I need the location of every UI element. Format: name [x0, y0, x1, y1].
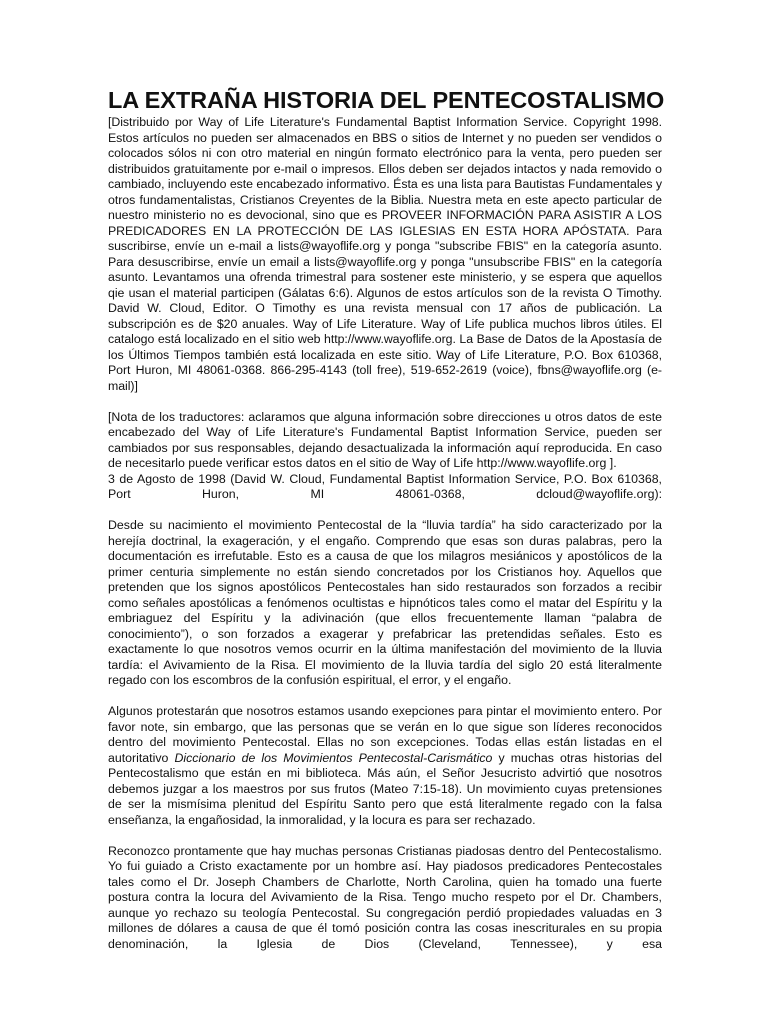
paragraph-spacer: [108, 503, 662, 519]
paragraph-spacer: [108, 689, 662, 705]
paragraph-spacer: [108, 394, 662, 410]
dictionary-title: Diccionario de los Movimientos Pentecostal-Carismático: [174, 750, 493, 765]
body-paragraph-2-text-b: y muchas otras historias del Pentecostalismo que están en mi biblioteca. Más aún, el Señor Jesucristo advirtió que nosotros debemos juzgar a los maestros por sus frutos (Mateo 7:15-18). Un movimiento cuyas pretensiones de ser la mismísima plenitud del Espíritu Santo pero que está literalmente regado con la falsa enseñanza, la engañosidad, la inmoralidad, y la locura es para ser rechazado.: [108, 750, 663, 827]
paragraph-spacer: [108, 828, 662, 844]
body-paragraph-2-text-a: Algunos protestarán que nosotros estamos usando exepciones para pintar el movimiento entero. Por favor note, sin embargo, que las personas que se verán en lo que sigue son líderes reconocidos dentro del movimiento Pentecostal. Ellas no son excepciones. Todas ellas están listadas en el autoritativo: [108, 704, 662, 765]
date-line: 3 de Agosto de 1998 (David W. Cloud, Fundamental Baptist Information Service, P.O. Box 610368, Port Huron, MI 48061-0368, dcloud@wayoflife.org):: [108, 471, 662, 501]
translator-note-paragraph: [Nota de los traductores: aclaramos que alguna información sobre direcciones u otros datos de este encabezado del Way of Life Literature's Fundamental Baptist Information Service, pueden ser cambiados por sus responsables, dejando desactualizada la información aquí reproducida. En caso de necesitarlo puede verificar estos datos en el sitio de Way of Life http://www.wayoflife.org ].: [108, 409, 662, 470]
body-paragraph-3: Reconozco prontamente que hay muchas personas Cristianas piadosas dentro del Pentecostalismo. Yo fui guiado a Cristo exactamente por un hombre así. Hay piadosos predicadores Pentecostales tales como el Dr. Joseph Chambers de Charlotte, North Carolina, quien ha tomado una fuerte postura contra la locura del Avivamiento de la Risa. Tengo mucho respeto por el Dr. Chambers, aunque yo rechazo su teología Pentecostal. Su congregación perdió propiedades valuadas en 3 millones de dólares a causa de que él tomó posición contra las cosas inescriturales en su propia denominación, la Iglesia de Dios (Cleveland, Tennessee), y esa: [108, 843, 662, 951]
document-title: LA EXTRAÑA HISTORIA DEL PENTECOSTALISMO: [108, 87, 665, 113]
document-page: [108, 86, 665, 952]
body-paragraph-2: [108, 704, 662, 828]
body-paragraph-1: Desde su nacimiento el movimiento Pentecostal de la “lluvia tardía” ha sido caracterizado por la herejía doctrinal, la exageración, y el engaño. Comprendo que esas son duras palabras, pero la documentación es irrefutable. Esto es a causa de que los milagros mesiánicos y apostólicos de la primer centuria simplemente no están siendo concretados por los Cristianos hoy. Aquellos que pretenden que los signos apostólicos Pentecostales han sido restaurados son forzados a recibir como señales apostólicas a fenómenos ocultistas e hipnóticos tales como el matar del Espíritu y la embriaguez del Espíritu y la adivinación (que ellos frecuentemente llaman “palabra de conocimiento”), o son forzados a exagerar y prefabricar las pretendidas señales. Esto es exactamente lo que nosotros vemos ocurrir en la última manifestación del movimiento de la lluvia tardía: el Avivamiento de la Risa. El movimiento de la lluvia tardía del siglo 20 está literalmente regado con los escombros de la confusión espiritual, el error, y el engaño.: [108, 518, 662, 687]
disclaimer-paragraph: [Distribuido por Way of Life Literature's Fundamental Baptist Information Service. Copyright 1998. Estos artículos no pueden ser almacenados en BBS o sitios de Internet y no pueden ser vendidos o colocados sólos ni con otro material en ningún formato electrónico para la venta, pero pueden ser distribuidos gratuitamente por e-mail o impresos. Ellos deben ser dejados intactos y nada removido o cambiado, incluyendo este encabezado informativo. Ésta es una lista para Bautistas Fundamentales y otros fundamentalistas, Cristianos Creyentes de la Biblia. Nuestra meta en este apecto particular de nuestro ministerio no es devocional, sino que es PROVEER INFORMACIÓN PARA ASISTIR A LOS PREDICADORES EN LA PROTECCIÓN DE LAS IGLESIAS EN ESTA HORA APÓSTATA. Para suscribirse, envíe un e-mail a lists@wayoflife.org y ponga "subscribe FBIS" en la categoría asunto. Para desuscribirse, envíe un email a lists@wayoflife.org y ponga "unsubscribe FBIS" en la categoría asunto. Levantamos una ofrenda trimestral para sostener este ministerio, y se espera que aquellos qie usan el material participen (Gálatas 6:6). Algunos de estos artículos son de la revista O Timothy. David W. Cloud, Editor. O Timothy es una revista mensual con 17 años de publicación. La subscripción es de $20 anuales. Way of Life Literature. Way of Life publica muchos libros útiles. El catalogo está localizado en el sitio web http://www.wayoflife.org. La Base de Datos de la Apostasía de los Últimos Tiempos también está localizada en este sitio. Way of Life Literature, P.O. Box 610368, Port Huron, MI 48061-0368. 866-295-4143 (toll free), 519-652-2619 (voice), fbns@wayoflife.org (e-mail)]: [108, 115, 662, 393]
